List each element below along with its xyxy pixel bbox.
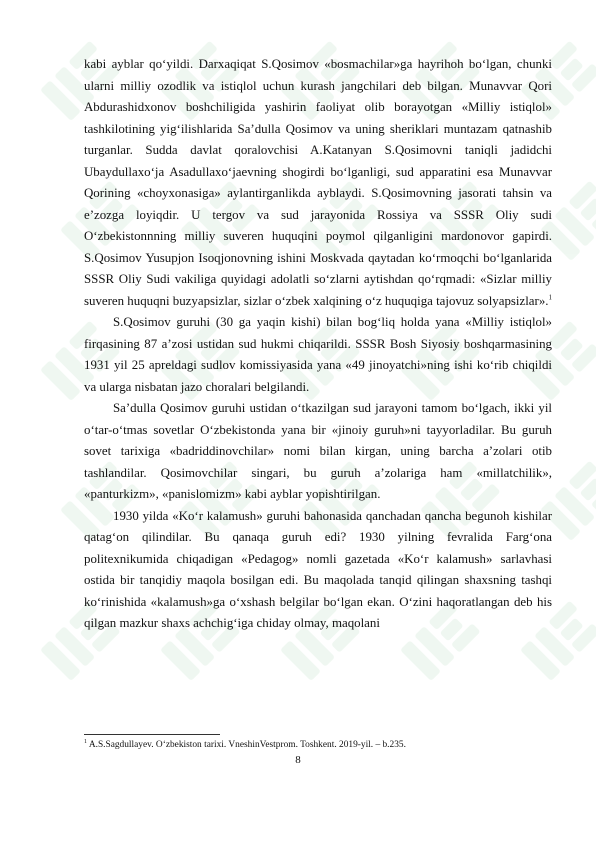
page-number: 8 xyxy=(295,754,301,766)
footnote-marker: 1 xyxy=(84,738,87,745)
footnote-text: A.S.Sagdullayev. O‘zbekiston tarixi. VneshinVestprom. Toshkent. 2019-yil. – b.235. xyxy=(88,740,406,750)
paragraph-4: 1930 yilda «Ko‘r kalamush» guruhi bahonasida qanchadan qancha begunoh kishilar qatag‘on qilindilar. Bu qanaqa guruh edi? 1930 yilning fevralida Farg‘ona politexnikumida chiqadigan «Pedagog» nomli gazetada «Ko‘r kalamush» sarlavhasi ostida bir tanqidiy maqola bosilgan edi. Bu maqolada tanqid qilingan shaxsning tashqi ko‘rinishida «kalamush»ga o‘xshash belgilar bo‘lgan ekan. O‘zini haqoratlangan deb his qilgan mazkur shaxs achchig‘iga chiday olmay, maqolani xyxy=(84,508,552,630)
paragraph-1-text: kabi ayblar qo‘yildi. Darxaqiqat S.Qosimov «bosmachilar»ga hayrihoh bo‘lgan, chunki ularni milliy ozodlik va istiqlol uchun kurash jangchilari deb bilgan. Munavvar Qori Abdurashidxonov boshchiligida yashirin faoliyat olib borayotgan «Milliy istiqlol» tashkilotining yig‘ilishlarida Sa’dulla Qosimov va uning sheriklari muntazam qatnashib turganlar. Sudda davlat qoralovchisi A.Katanyan S.Qosimovni taniqli jadidchi Ubaydullaxo‘ja Asadullaxo‘jaevning shogirdi bo‘lganligi, sud apparatini esa Munavvar Qorining «choyxonasiga» aylantirganlikda ayblaydi. S.Qosimovning jasorati tahsin va e’zozga loyiqdir. U tergov va sud jarayonida Rossiya va SSSR Oliy sudi O‘zbekistonnning milliy suveren huquqini poymol qilganligini mardonovor gapirdi. S.Qosimov Yusupjon Isoqjonovning ishini Moskvada qaytadan ko‘rmoqchi bo‘lganlarida SSSR Oliy Sudi vakiliga quyidagi adolatli so‘zlarni aytishdan qo‘rqmadi: «Sizlar milliy suveren huquqni buzyapsizlar, sizlar o‘zbek xalqining o‘z huquqiga tajovuz solyapsizlar». xyxy=(84,57,552,308)
paragraph-2: S.Qosimov guruhi (30 ga yaqin kishi) bilan bog‘liq holda yana «Milliy istiqlol» firqasining 87 a’zosi ustidan sud hukmi chiqarildi. SSSR Bosh Siyosiy boshqarmasining 1931 yil 25 apreldagi sudlov komissiyasida yana «49 jinoyatchi»ning ishi ko‘rib chiqildi va ularga nisbatan jazo choralari belgilandi. xyxy=(84,315,552,394)
footnote-separator xyxy=(84,734,220,735)
page-body xyxy=(84,54,552,635)
footnote-reference[interactable]: 1 xyxy=(548,293,552,302)
footnote xyxy=(84,739,552,751)
paragraph-3: Sa’dulla Qosimov guruhi ustidan o‘tkazilgan sud jarayoni tamom bo‘lgach, ikki yil o‘tar-o‘tmas sovetlar O‘zbekistonda yana bir «jinoiy guruh»ni tayyorladilar. Bu guruh sovet tarixiga «badriddinovchilar» nomi bilan kirgan, uning barcha a’zolari otib tashlandilar. Qosimovchilar singari, bu guruh a’zolariga ham «millatchilik», «panturkizm», «panislomizm» kabi ayblar yopishtirilgan. xyxy=(84,401,552,501)
paragraph-1 xyxy=(84,54,552,312)
